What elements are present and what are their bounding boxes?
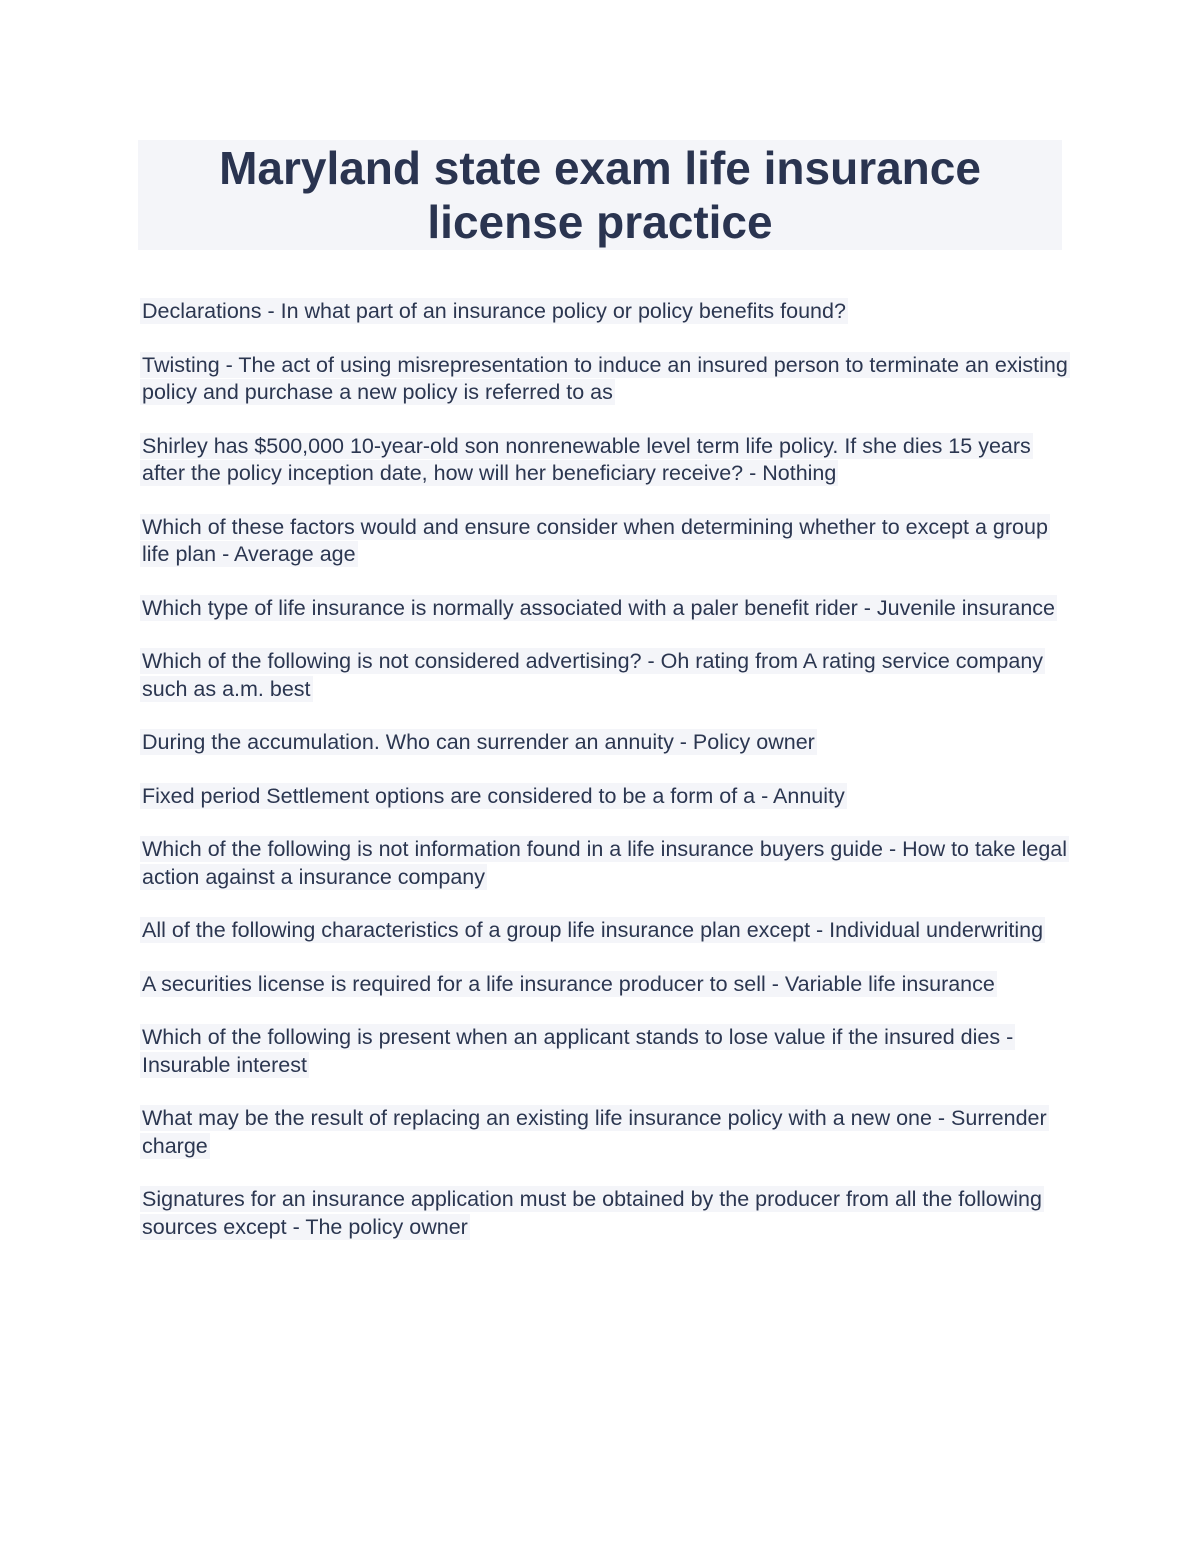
qa-text: Which of the following is not considered advertising? - Oh rating from A rating service company such as a.m. best — [142, 649, 1044, 701]
qa-item — [140, 352, 1070, 407]
qa-text: Which of the following is not information found in a life insurance buyers guide - How to take legal action against a insurance company — [142, 837, 1068, 889]
qa-text: Fixed period Settlement options are considered to be a form of a - Annuity — [142, 783, 845, 808]
title-banner — [138, 140, 1062, 250]
qa-text: Which type of life insurance is normally associated with a paler benefit rider - Juvenile insurance — [142, 595, 1055, 620]
qa-text: What may be the result of replacing an existing life insurance policy with a new one - Surrender charge — [142, 1106, 1047, 1158]
qa-item — [140, 595, 1070, 623]
qa-item — [140, 836, 1070, 891]
qa-item — [140, 648, 1070, 703]
qa-text: Declarations - In what part of an insurance policy or policy benefits found? — [142, 299, 846, 323]
qa-text: A securities license is required for a life insurance producer to sell - Variable life insurance — [142, 971, 995, 996]
qa-text: All of the following characteristics of a group life insurance plan except - Individual underwriting — [142, 918, 1044, 942]
qa-item — [140, 783, 1070, 811]
qa-text: Which of the following is present when an applicant stands to lose value if the insured dies - Insurable interest — [142, 1025, 1014, 1077]
qa-item — [140, 917, 1070, 945]
qa-text: Shirley has $500,000 10-year-old son nonrenewable level term life policy. If she dies 15 years after the policy inception date, how will her beneficiary receive? - Nothing — [142, 433, 1031, 485]
page-title: Maryland state exam life insurance license practice — [219, 142, 981, 248]
qa-text: Signatures for an insurance application must be obtained by the producer from all the following sources except - The policy owner — [142, 1187, 1042, 1239]
qa-item — [140, 514, 1070, 569]
qa-text: Which of these factors would and ensure consider when determining whether to except a group life plan - Average age — [142, 514, 1048, 566]
qa-item — [140, 729, 1070, 757]
qa-list — [140, 298, 1070, 1267]
qa-item — [140, 1186, 1070, 1241]
qa-item — [140, 1024, 1070, 1079]
qa-item — [140, 1105, 1070, 1160]
qa-item — [140, 971, 1070, 999]
qa-item — [140, 433, 1070, 488]
qa-item — [140, 298, 1070, 326]
qa-text: During the accumulation. Who can surrender an annuity - Policy owner — [142, 730, 815, 754]
qa-text: Twisting - The act of using misrepresentation to induce an insured person to terminate an existing policy and purchase a new policy is referred to as — [142, 352, 1068, 404]
